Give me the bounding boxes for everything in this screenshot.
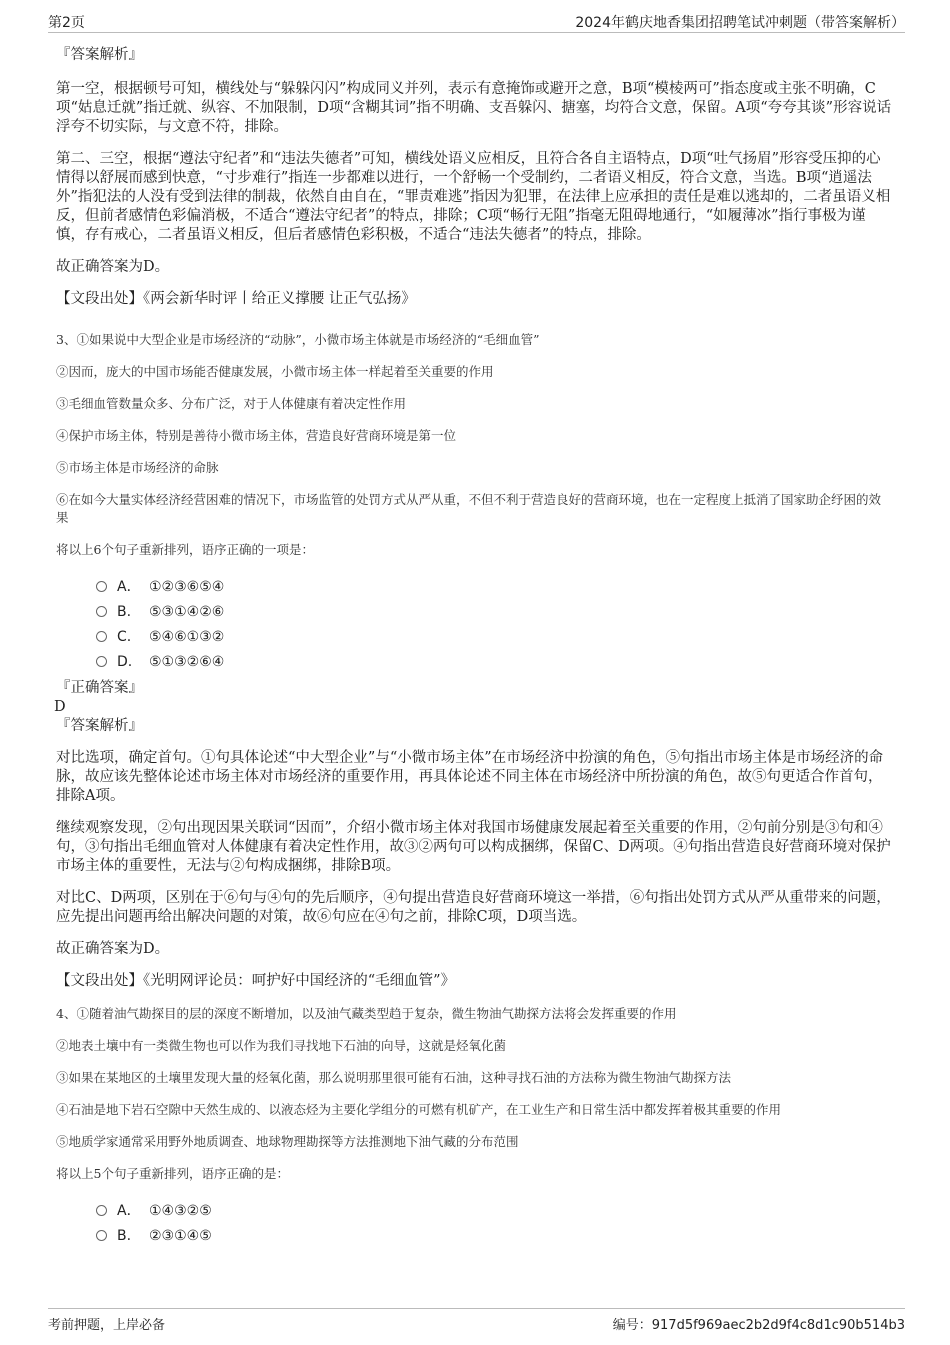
sentence: ③如果在某地区的土壤里发现大量的烃氧化菌，那么说明那里很可能有石油，这种寻找石油的方法称为微生物油气勘探方法 bbox=[56, 1070, 732, 1085]
page-footer bbox=[48, 1308, 905, 1333]
sentence: ⑤市场主体是市场经济的命脉 bbox=[56, 460, 219, 475]
radio-icon[interactable] bbox=[96, 656, 107, 667]
document-id: 编号：917d5f969aec2b2d9f4c8d1c90b514b3 bbox=[612, 1318, 905, 1333]
sentence: ⑤地质学家通常采用野外地质调查、地球物理勘探等方法推测地下油气藏的分布范围 bbox=[56, 1134, 519, 1149]
question-prompt: 将以上6个句子重新排列，语序正确的一项是： bbox=[56, 542, 314, 557]
correct-answer: D bbox=[54, 699, 66, 715]
sentence: 3、①如果说中大型企业是市场经济的“动脉”，小微市场主体就是市场经济的“毛细血管” bbox=[56, 332, 540, 347]
option-list bbox=[56, 1199, 892, 1249]
document-body bbox=[56, 46, 892, 1249]
sentence: ⑥在如今大量实体经济经营困难的情况下，市场监管的处罚方式从严从重，不但不利于营造良好的营商环境，也在一定程度上抵消了国家助企纾困的效果 bbox=[56, 492, 882, 525]
document-title: 2024年鹤庆地香集团招聘笔试冲刺题（带答案解析） bbox=[575, 15, 905, 31]
sentence: ②地表土壤中有一类微生物也可以作为我们寻找地下石油的向导，这就是烃氧化菌 bbox=[56, 1038, 507, 1053]
radio-icon[interactable] bbox=[96, 606, 107, 617]
question-4 bbox=[56, 1005, 892, 1249]
source-citation: 【文段出处】《光明网评论员：呵护好中国经济的“毛细血管”》 bbox=[56, 973, 456, 989]
analysis-label: 『答案解析』 bbox=[56, 47, 143, 63]
option-b[interactable]: B. ⑤③①④②⑥ bbox=[96, 600, 892, 625]
analysis-paragraph: 第一空，根据顿号可知，横线处与“躲躲闪闪”构成同义并列，表示有意掩饰或避开之意，B项“模棱两可”指态度或主张不明确，C项“姑息迁就”指迁就、纵容、不加限制，D项“含糊其词”指不明确、支吾躲闪、搪塞，均符合文意，保留。A项“夸夸其谈”形容说话浮夸不切实际，与文意不符，排除。 bbox=[56, 81, 892, 135]
analysis-paragraph: 继续观察发现，②句出现因果关联词“因而”，介绍小微市场主体对我国市场健康发展起着至关重要的作用，②句前分别是③句和④句，③句指出毛细血管对人体健康有着决定性作用，故③②两句可以构成捆绑，保留C、D两项。④句指出营造良好营商环境对保护市场主体的重要性，无法与②句构成捆绑，排除B项。 bbox=[56, 820, 891, 874]
question-prompt: 将以上5个句子重新排列，语序正确的是： bbox=[56, 1166, 289, 1181]
option-list bbox=[56, 575, 892, 675]
option-c[interactable]: C. ⑤④⑥①③② bbox=[96, 625, 892, 650]
footer-slogan: 考前押题，上岸必备 bbox=[48, 1318, 166, 1333]
radio-icon[interactable] bbox=[96, 631, 107, 642]
source-citation: 【文段出处】《两会新华时评丨给正义撑腰 让正气弘扬》 bbox=[56, 291, 416, 307]
sentence: 4、①随着油气勘探目的层的深度不断增加，以及油气藏类型趋于复杂，微生物油气勘探方法将会发挥重要的作用 bbox=[56, 1006, 677, 1021]
option-d[interactable]: D. ⑤①③②⑥④ bbox=[96, 650, 892, 675]
sentence: ③毛细血管数量众多、分布广泛，对于人体健康有着决定性作用 bbox=[56, 396, 407, 411]
page-header bbox=[48, 10, 905, 33]
analysis-paragraph: 对比选项，确定首句。①句具体论述“中大型企业”与“小微市场主体”在市场经济中扮演的角色，⑤句指出市场主体是市场经济的命脉，故应该先整体论述市场主体对市场经济的重要作用，再具体论述不同主体在市场经济中所扮演的角色，故⑤句更适合作首句，排除A项。 bbox=[56, 750, 884, 804]
correct-answer-label: 『正确答案』 bbox=[56, 680, 143, 696]
answer-conclusion: 故正确答案为D。 bbox=[56, 941, 170, 957]
analysis-paragraph: 对比C、D两项，区别在于⑥句与④句的先后顺序，④句提出营造良好营商环境这一举措，⑥句指出处罚方式从严从重带来的问题，应先提出问题再给出解决问题的对策，故⑥句应在④句之前，排除C项，D项当选。 bbox=[56, 890, 891, 925]
radio-icon[interactable] bbox=[96, 1205, 107, 1216]
analysis-label: 『答案解析』 bbox=[56, 718, 143, 734]
option-b[interactable]: B. ②③①④⑤ bbox=[96, 1224, 892, 1249]
radio-icon[interactable] bbox=[96, 581, 107, 592]
analysis-paragraph: 第二、三空，根据“遵法守纪者”和“违法失德者”可知，横线处语义应相反，且符合各自主语特点，D项“吐气扬眉”形容受压抑的心情得以舒展而感到快意，“寸步难行”指连一步都难以进行，一个舒畅一个受制约，二者语义相反，符合文意，当选。B项“逍遥法外”指犯法的人没有受到法律的制裁，依然自由自在，“罪责难逃”指因为犯罪，在法律上应承担的责任是难以逃却的，二者虽语义相反，但前者感情色彩偏消极，不适合“遵法守纪者”的特点，排除；C项“畅行无阻”指毫无阻碍地通行，“如履薄冰”指行事极为谨慎，存有戒心，二者虽语义相反，但后者感情色彩积极，不适合“违法失德者”的特点，排除。 bbox=[56, 151, 891, 243]
radio-icon[interactable] bbox=[96, 1230, 107, 1241]
sentence: ②因而，庞大的中国市场能否健康发展，小微市场主体一样起着至关重要的作用 bbox=[56, 364, 494, 379]
answer-conclusion: 故正确答案为D。 bbox=[56, 259, 170, 275]
sentence: ④保护市场主体，特别是善待小微市场主体，营造良好营商环境是第一位 bbox=[56, 428, 457, 443]
page-number: 第2页 bbox=[48, 15, 85, 31]
option-a[interactable]: A． ①②③⑥⑤④ bbox=[96, 575, 892, 600]
sentence: ④石油是地下岩石空隙中天然生成的、以液态烃为主要化学组分的可燃有机矿产，在工业生产和日常生活中都发挥着极其重要的作用 bbox=[56, 1102, 782, 1117]
option-a[interactable]: A． ①④③②⑤ bbox=[96, 1199, 892, 1224]
question-3 bbox=[56, 331, 892, 991]
